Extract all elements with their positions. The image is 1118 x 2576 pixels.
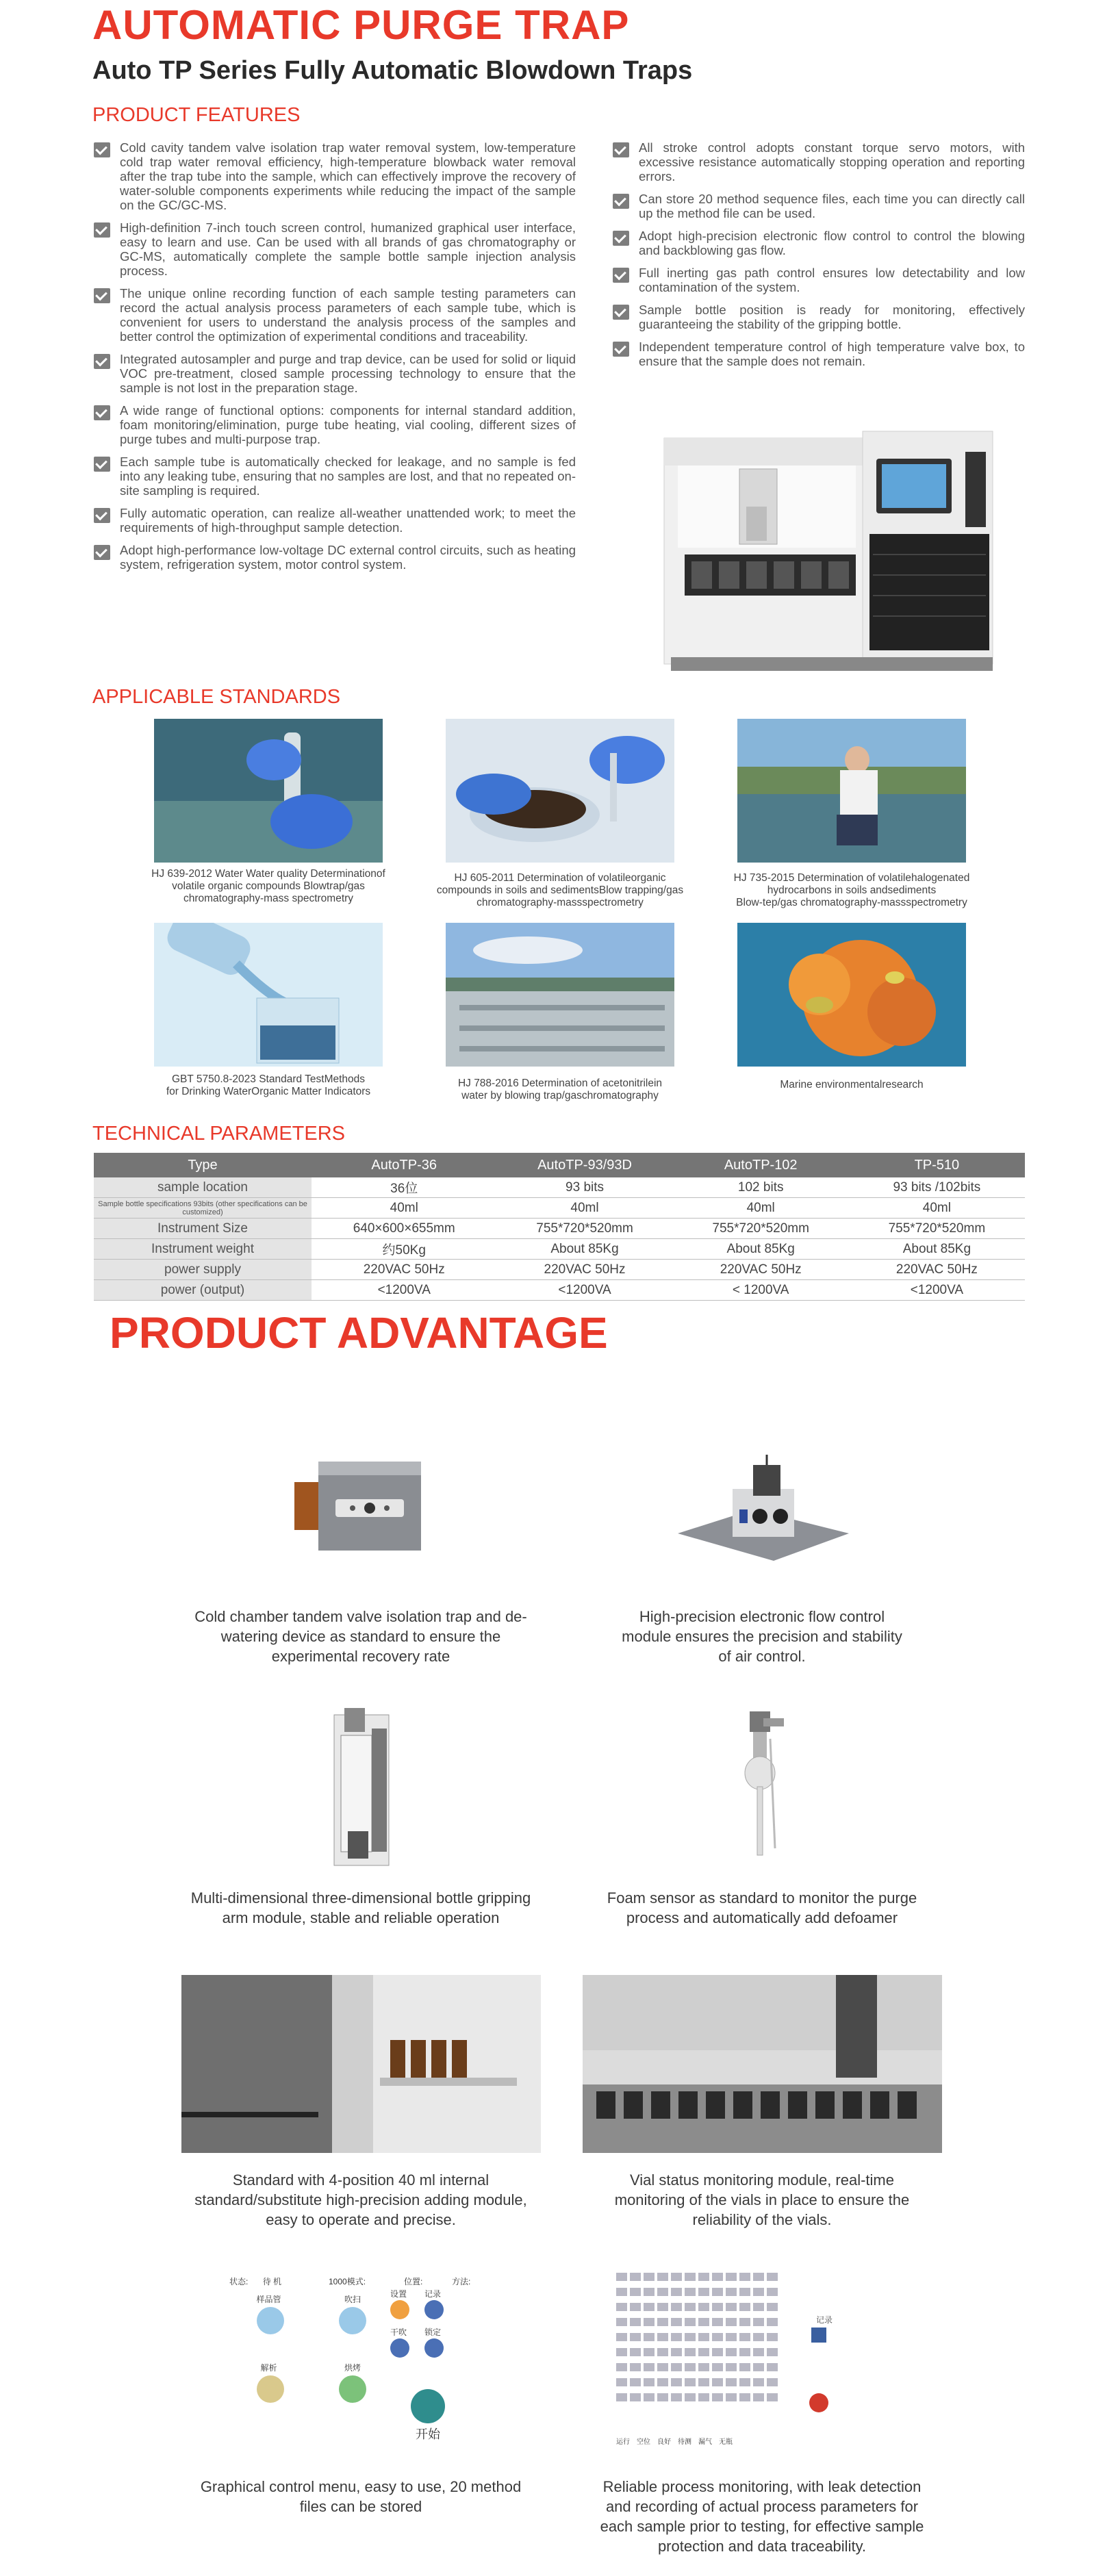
standards-heading: APPLICABLE STANDARDS — [92, 686, 341, 708]
standard-image-water-test — [154, 719, 383, 863]
table-cell: 220VAC 50Hz — [673, 1260, 849, 1280]
table-cell: About 85Kg — [673, 1239, 849, 1260]
table-cell: About 85Kg — [849, 1239, 1025, 1260]
standard-caption: HJ 605-2011 Determination of volatileorganic compounds in soils and sedimentsBlow trapping/gas chromatography-massspectrometry — [436, 872, 684, 908]
standard-image-field-sampling — [737, 719, 966, 863]
checkbox-icon — [613, 268, 629, 283]
table-cell: 220VAC 50Hz — [312, 1260, 496, 1280]
table-header-cell: AutoTP-102 — [673, 1153, 849, 1177]
advantage-caption: Standard with 4-position 40 ml internal standard/substitute high-precision adding module, easy to operate and precise. — [194, 2171, 527, 2228]
checkbox-icon — [94, 288, 110, 303]
checkbox-icon — [613, 342, 629, 357]
page-title: AUTOMATIC PURGE TRAP — [92, 2, 630, 48]
standard-caption: GBT 5750.8-2023 Standard TestMethods for Drinking WaterOrganic Matter Indicators — [166, 1073, 371, 1097]
table-cell: 220VAC 50Hz — [496, 1260, 672, 1280]
table-row — [94, 1177, 1025, 1198]
features-left-column — [94, 140, 576, 580]
lock-icon — [424, 2338, 444, 2358]
standard-image-soil-sample — [446, 719, 674, 863]
advantage-caption: Multi-dimensional three-dimensional bottle gripping arm module, stable and reliable operation — [190, 1889, 531, 1926]
advantage-caption: Reliable process monitoring, with leak detection and recording of actual process parameters for each sample prior to testing, for effective sample protection and data traceability. — [600, 2478, 924, 2555]
advantage-caption: Foam sensor as standard to monitor the purge process and automatically add defoamer — [607, 1889, 917, 1926]
table-cell: 220VAC 50Hz — [849, 1260, 1025, 1280]
ui-set-label: 设置 — [390, 2289, 407, 2299]
table-cell: 93 bits /102bits — [849, 1177, 1025, 1198]
legend-item: 运行 — [616, 2438, 630, 2446]
ui-dry-label: 干吹 — [390, 2328, 407, 2337]
table-cell: 755*720*520mm — [849, 1219, 1025, 1239]
table-header-cell: AutoTP-93/93D — [496, 1153, 672, 1177]
advantage-caption: Vial status monitoring module, real-time monitoring of the vials in place to ensure the reliability of the vials. — [614, 2171, 910, 2228]
feature-item: Fully automatic operation, can realize all-weather unattended work; to meet the requirements of high-throughput sample detection. — [94, 506, 576, 535]
table-row — [94, 1280, 1025, 1301]
feature-item: Full inerting gas path control ensures low detectability and low contamination of the system. — [613, 266, 1025, 294]
checkbox-icon — [613, 305, 629, 320]
flow-control-module-image — [671, 1451, 856, 1568]
feature-item: Adopt high-performance low-voltage DC external control circuits, such as heating system, refrigeration system, motor control system. — [94, 543, 576, 572]
feature-item: High-definition 7-inch touch screen control, humanized graphical user interface, easy to learn and use. Can be used with all brands of gas chromatography or GC-MS, automatically complete the sample bottle sample injection analysis process. — [94, 220, 576, 278]
row-label: power supply — [94, 1260, 312, 1280]
table-cell: <1200VA — [496, 1280, 672, 1301]
table-row — [94, 1260, 1025, 1280]
internal-standard-module-image — [181, 1975, 541, 2153]
checkbox-icon — [94, 508, 110, 523]
vial-status-grid-image — [616, 2273, 835, 2430]
ui-blow-label: 吹扫 — [344, 2295, 361, 2304]
feature-item: Adopt high-precision electronic flow control to control the blowing and backblowing gas flow. — [613, 229, 1025, 257]
features-heading: PRODUCT FEATURES — [92, 104, 301, 126]
row-label: sample location — [94, 1177, 312, 1198]
table-row — [94, 1219, 1025, 1239]
table-cell: <1200VA — [849, 1280, 1025, 1301]
advantage-caption: Cold chamber tandem valve isolation trap and de- watering device as standard to ensure the experimental recovery rate — [194, 1608, 527, 1665]
tube-icon — [257, 2307, 284, 2334]
standard-caption: Marine environmentalresearch — [780, 1079, 924, 1091]
checkbox-icon — [94, 222, 110, 238]
gripping-arm-module-image — [327, 1708, 396, 1872]
record-icon — [424, 2300, 444, 2319]
table-cell: 40ml — [849, 1198, 1025, 1219]
ui-record-label: 记录 — [424, 2289, 442, 2299]
table-cell: 93 bits — [496, 1177, 672, 1198]
page-subtitle: Auto TP Series Fully Automatic Blowdown Traps — [92, 56, 693, 85]
features-right-column — [613, 140, 1025, 377]
control-menu-screenshot — [226, 2273, 507, 2458]
cold-chamber-module-image — [288, 1455, 431, 1557]
row-label: Instrument Size — [94, 1219, 312, 1239]
checkbox-icon — [613, 194, 629, 209]
parameters-table — [94, 1153, 1025, 1301]
row-label: Instrument weight — [94, 1239, 312, 1260]
checkbox-icon — [94, 142, 110, 157]
feature-item: Cold cavity tandem valve isolation trap water removal system, low-temperature cold trap water removal efficiency, high-temperature blowback water removal after the trap tube into the sample, which can effectively improve the recovery of water-soluble components experiments while reducing the impact of the sample on the GC/GC-MS. — [94, 140, 576, 212]
row-label: Sample bottle specifications 93bits (other specifications can be customized) — [94, 1198, 312, 1219]
legend-item: 良好 — [657, 2438, 671, 2446]
feature-item: Integrated autosampler and purge and trap device, can be used for solid or liquid VOC pre-treatment, closed sample processing technology to ensure that the sample is not lost in the preparation stage. — [94, 352, 576, 395]
table-cell: About 85Kg — [496, 1239, 672, 1260]
method-icon — [390, 2338, 409, 2358]
standard-caption: HJ 639-2012 Water Water quality Determinationof volatile organic compounds Blowtrap/gas chromatography-mass spectrometry — [151, 868, 385, 904]
advantage-caption: Graphical control menu, easy to use, 20 method files can be stored — [200, 2478, 522, 2515]
vial-legend — [616, 2436, 733, 2446]
table-cell: 640×600×655mm — [312, 1219, 496, 1239]
vial-monitoring-image — [583, 1975, 942, 2153]
ui-position-label: 位置: — [404, 2277, 423, 2286]
ui-bake-label: 烘烤 — [344, 2363, 361, 2373]
table-row — [94, 1198, 1025, 1219]
feature-item: Sample bottle position is ready for monitoring, effectively guaranteeing the stability of the gripping bottle. — [613, 303, 1025, 331]
feature-item: All stroke control adopts constant torque servo motors, with excessive resistance automatically stopping operation and reporting errors. — [613, 140, 1025, 183]
legend-item: 待测 — [678, 2438, 691, 2446]
table-cell: 40ml — [496, 1198, 672, 1219]
blow-icon — [339, 2307, 366, 2334]
table-header-cell: AutoTP-36 — [312, 1153, 496, 1177]
legend-item: 空位 — [637, 2438, 650, 2446]
standard-caption: HJ 735-2015 Determination of volatilehalogenated hydrocarbons in soils andsediments Blow-tep/gas chromatography-massspectrometry — [733, 872, 970, 908]
ui-method-label: 方法: — [452, 2277, 471, 2286]
table-row — [94, 1239, 1025, 1260]
legend-item: 漏气 — [698, 2438, 712, 2446]
checkbox-icon — [613, 231, 629, 246]
feature-item: Independent temperature control of high temperature valve box, to ensure that the sample does not remain. — [613, 340, 1025, 368]
advantage-heading: PRODUCT ADVANTAGE — [110, 1308, 608, 1357]
feature-item: The unique online recording function of each sample testing parameters can record the actual analysis process parameters of each sample tube, which is convenient for users to understand the analysis process of the samples and better control the optimization of experimental conditions and traceability. — [94, 286, 576, 344]
checkbox-icon — [94, 545, 110, 560]
checkbox-icon — [94, 354, 110, 369]
table-header-cell: Type — [94, 1153, 312, 1177]
row-label: power (output) — [94, 1280, 312, 1301]
table-header-cell: TP-510 — [849, 1153, 1025, 1177]
feature-item: Can store 20 method sequence files, each time you can directly call up the method file can be used. — [613, 192, 1025, 220]
table-cell: 755*720*520mm — [496, 1219, 672, 1239]
bake-icon — [339, 2375, 366, 2403]
foam-sensor-image — [733, 1711, 794, 1862]
ui-tube-label: 样品管 — [256, 2295, 281, 2304]
standard-image-treatment-plant — [446, 923, 674, 1067]
table-cell: < 1200VA — [673, 1280, 849, 1301]
feature-item: Each sample tube is automatically checked for leakage, and no sample is fed into any leaking tube, ensuring that no samples are lost, and that no repeated on-site sampling is required. — [94, 455, 576, 498]
feature-item: A wide range of functional options: components for internal standard addition, foam monitoring/elimination, purge tube heating, vial cooling, different sizes of purge tubes and multi-purpose trap. — [94, 403, 576, 446]
advantage-caption: High-precision electronic flow control module ensures the precision and stability of air control. — [622, 1608, 902, 1665]
ui-mode-label: 1000模式: — [329, 2277, 366, 2286]
table-cell: 102 bits — [673, 1177, 849, 1198]
table-cell: <1200VA — [312, 1280, 496, 1301]
standard-caption: HJ 788-2016 Determination of acetonitrilein water by blowing trap/gaschromatography — [457, 1077, 663, 1101]
table-cell: 约50Kg — [312, 1239, 496, 1260]
ui-start-label: 开始 — [416, 2427, 440, 2441]
table-cell: 36位 — [312, 1177, 496, 1198]
settings-icon — [390, 2300, 409, 2319]
standard-image-drinking-water — [154, 923, 383, 1067]
table-cell: 40ml — [673, 1198, 849, 1219]
table-header-row — [94, 1153, 1025, 1177]
standard-image-marine-coral — [737, 923, 966, 1067]
ui-lock-label: 锁定 — [424, 2328, 442, 2337]
desorb-icon — [257, 2375, 284, 2403]
start-icon — [411, 2389, 445, 2423]
ui-desorb-label: 解析 — [260, 2363, 277, 2373]
table-cell: 40ml — [312, 1198, 496, 1219]
vial-record-label: 记录 — [816, 2315, 833, 2325]
checkbox-icon — [94, 457, 110, 472]
legend-item: 无瓶 — [719, 2438, 733, 2446]
ui-status-label: 状态: 待 机 — [229, 2277, 282, 2286]
checkbox-icon — [613, 142, 629, 157]
checkbox-icon — [94, 405, 110, 420]
parameters-heading: TECHNICAL PARAMETERS — [92, 1123, 345, 1145]
instrument-image — [657, 424, 1000, 678]
table-cell: 755*720*520mm — [673, 1219, 849, 1239]
